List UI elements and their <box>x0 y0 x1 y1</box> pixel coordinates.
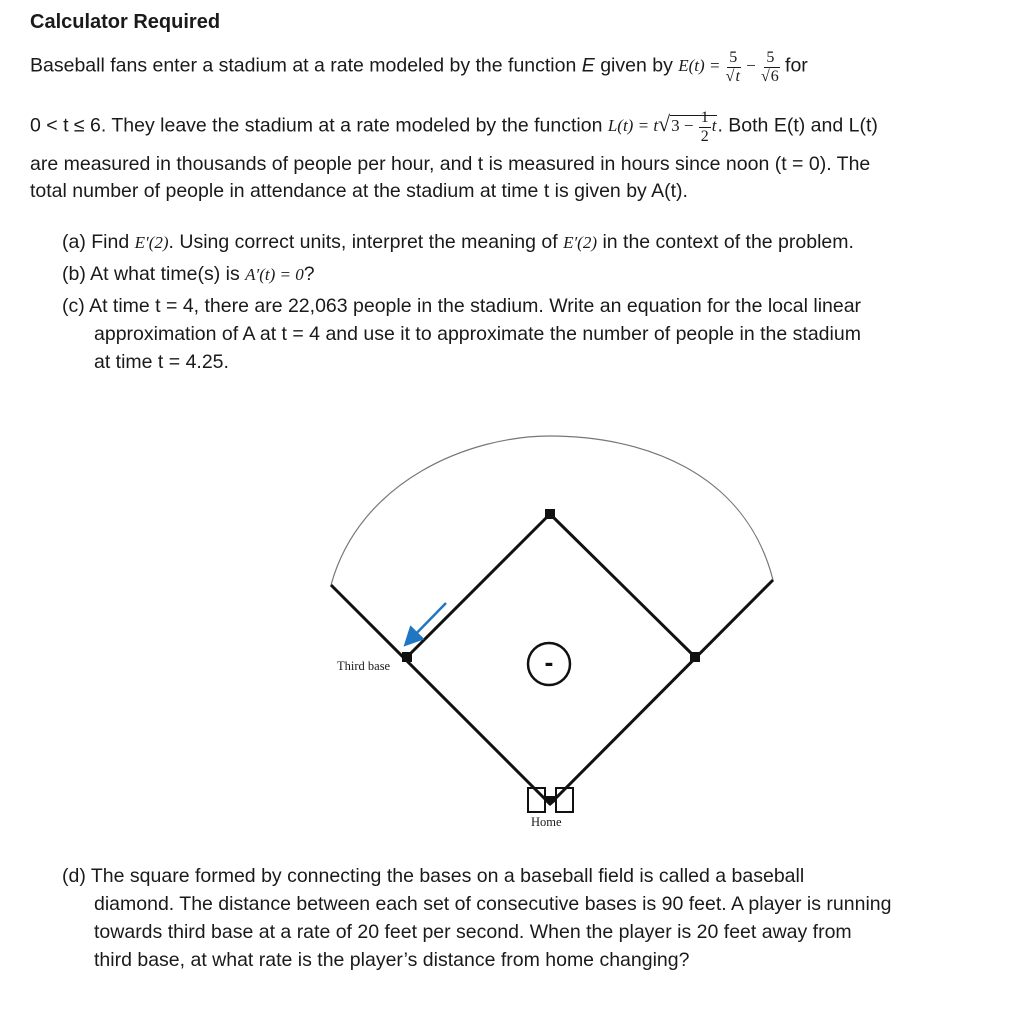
mound-symbol: - <box>544 652 554 677</box>
E-frac-2 <box>761 50 780 85</box>
function-name: E <box>581 54 595 77</box>
third-base-label: Third base <box>337 659 391 673</box>
baseball-diagram <box>0 420 1015 840</box>
domain-text: 0 < t ≤ 6. <box>30 114 107 137</box>
home-plate <box>545 796 556 806</box>
diamond-edge-second-first <box>550 514 695 657</box>
intro-text: . Both E(t) and L(t) <box>717 114 878 137</box>
part-a-expr-1: E′(2) <box>134 233 169 252</box>
L-formula: L(t) = t√3 − $\frac{1}{2}$ t <box>607 109 717 145</box>
L-radicand-start: 3 − <box>671 116 694 136</box>
page-heading: Calculator Required <box>30 11 221 33</box>
third-base <box>402 652 412 662</box>
intro-line-1 <box>30 50 808 85</box>
part-a-expr-2: E′(2) <box>563 233 598 252</box>
part-c-line-2: approximation of A at t = 4 and use it to approximate the number of people in the stadium <box>94 323 861 345</box>
part-d-line-1: (d) The square formed by connecting the bases on a baseball field is called a baseball <box>62 865 805 887</box>
part-b <box>62 263 315 286</box>
diamond-edge-third-second <box>407 514 550 657</box>
E-den-2-radicand: 6 <box>770 68 779 85</box>
home-label: Home <box>531 815 562 829</box>
L-radical <box>670 109 717 145</box>
L-den: 2 <box>700 128 709 145</box>
E-formula <box>678 49 785 85</box>
E-den-1-radicand: t <box>735 68 740 85</box>
batter-box-right <box>556 788 573 812</box>
intro-text: Baseball fans enter a stadium at a rate modeled by the function <box>30 54 577 77</box>
part-d-line-4: third base, at what rate is the player’s distance from home changing? <box>94 949 690 971</box>
part-b-expr: A′(t) = 0 <box>245 265 304 284</box>
second-base <box>545 509 555 519</box>
intro-line-4: total number of people in attendance at the stadium at time t is given by A(t). <box>30 180 688 202</box>
part-a-text: in the context of the problem. <box>602 231 854 253</box>
intro-text: given by <box>600 54 673 77</box>
part-a-text: . Using correct units, interpret the meaning of <box>168 231 558 253</box>
first-base <box>690 652 700 662</box>
part-b-text: (b) At what time(s) is <box>62 263 240 285</box>
E-den-1: √t <box>725 68 740 85</box>
L-lhs: L(t) = t <box>607 116 659 136</box>
E-frac-1 <box>726 50 741 85</box>
L-frac <box>699 110 711 145</box>
intro-text: They leave the stadium at a rate modeled by the function <box>111 114 603 137</box>
L-radicand-end: t <box>711 116 717 136</box>
intro-line-2 <box>30 110 878 145</box>
E-num-1: 5 <box>729 49 738 66</box>
E-lhs: E(t) = <box>678 56 721 76</box>
part-c-line-1: (c) At time t = 4, there are 22,063 people in the stadium. Write an equation for the local linear <box>62 295 862 317</box>
part-b-text: ? <box>303 263 315 285</box>
part-a <box>62 231 854 254</box>
part-c-line-3: at time t = 4.25. <box>94 351 229 373</box>
right-foul-line <box>550 580 773 804</box>
E-minus: − <box>746 56 756 76</box>
part-d-line-3: towards third base at a rate of 20 feet per second. When the player is 20 feet away from <box>94 921 852 943</box>
intro-text: for <box>785 54 808 77</box>
E-den-2: √6 <box>761 68 779 85</box>
part-d-line-2: diamond. The distance between each set of consecutive bases is 90 feet. A player is running <box>94 893 892 915</box>
E-num-2: 5 <box>766 49 775 66</box>
part-a-text: (a) Find <box>62 231 130 253</box>
L-num: 1 <box>700 109 709 126</box>
left-foul-line <box>331 585 550 804</box>
intro-line-3: are measured in thousands of people per hour, and t is measured in hours since noon (t = 0). The <box>30 153 871 175</box>
